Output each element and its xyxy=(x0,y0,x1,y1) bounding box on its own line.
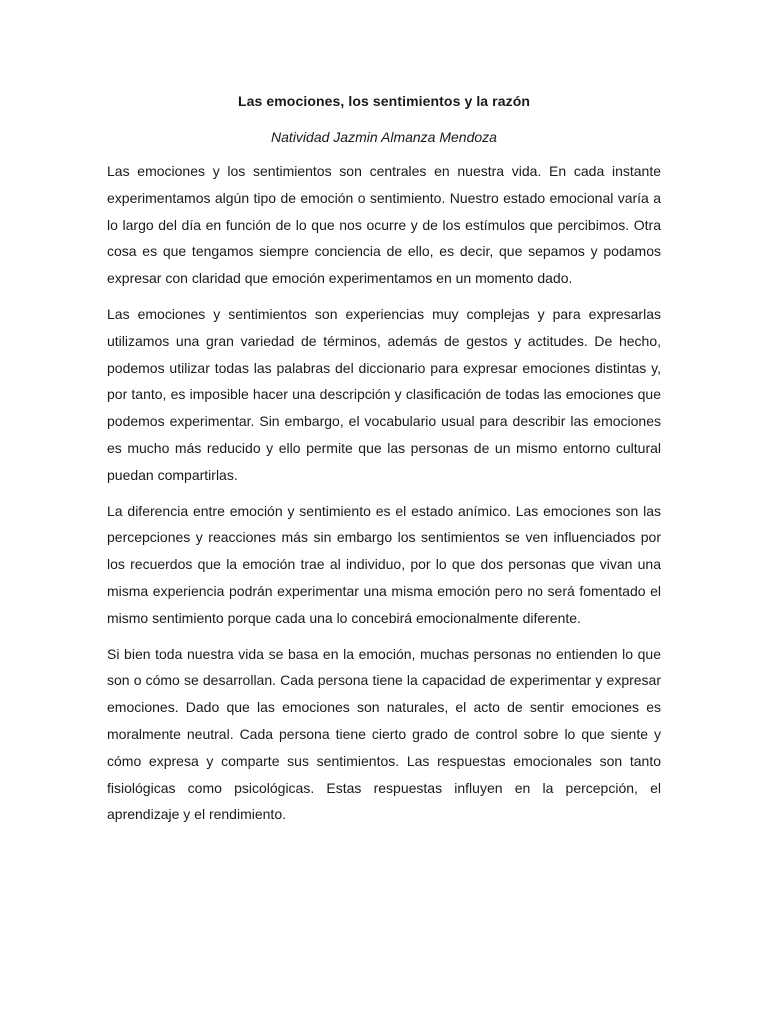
paragraph-2: Las emociones y sentimientos son experiencias muy complejas y para expresarlas utilizamos una gran variedad de términos, además de gestos y actitudes. De hecho, podemos utilizar todas las palabras del diccionario para expresar emociones distintas y, por tanto, es imposible hacer una descripción y clasificación de todas las emociones que podemos experimentar. Sin embargo, el vocabulario usual para describir las emociones es mucho más reducido y ello permite que las personas de un mismo entorno cultural puedan compartirlas. xyxy=(107,305,661,483)
document-page xyxy=(107,86,661,828)
paragraph-1: Las emociones y los sentimientos son centrales en nuestra vida. En cada instante experimentamos algún tipo de emoción o sentimiento. Nuestro estado emocional varía a lo largo del día en función de lo que nos ocurre y de los estímulos que percibimos. Otra cosa es que tengamos siempre conciencia de ello, es decir, que sepamos y podamos expresar con claridad que emoción experimentamos en un momento dado. xyxy=(107,163,661,287)
paragraph-3: La diferencia entre emoción y sentimiento es el estado anímico. Las emociones son las percepciones y reacciones más sin embargo los sentimientos se ven influenciados por los recuerdos que la emoción trae al individuo, por lo que dos personas que vivan una misma experiencia podrán experimentar una misma emoción pero no será fomentado el mismo sentimiento porque cada una lo concebirá emocionalmente diferente. xyxy=(107,502,661,626)
paragraph-4: Si bien toda nuestra vida se basa en la emoción, muchas personas no entienden lo que son o cómo se desarrollan. Cada persona tiene la capacidad de experimentar y expresar emociones. Dado que las emociones son naturales, el acto de sentir emociones es moralmente neutral. Cada persona tiene cierto grado de control sobre lo que siente y cómo expresa y comparte sus sentimientos. Las respuestas emocionales son tanto fisiológicas como psicológicas. Estas respuestas influyen en la percepción, el aprendizaje y el rendimiento. xyxy=(107,645,661,823)
document-title: Las emociones, los sentimientos y la razón xyxy=(237,93,531,109)
document-author: Natividad Jazmin Almanza Mendoza xyxy=(271,129,497,145)
